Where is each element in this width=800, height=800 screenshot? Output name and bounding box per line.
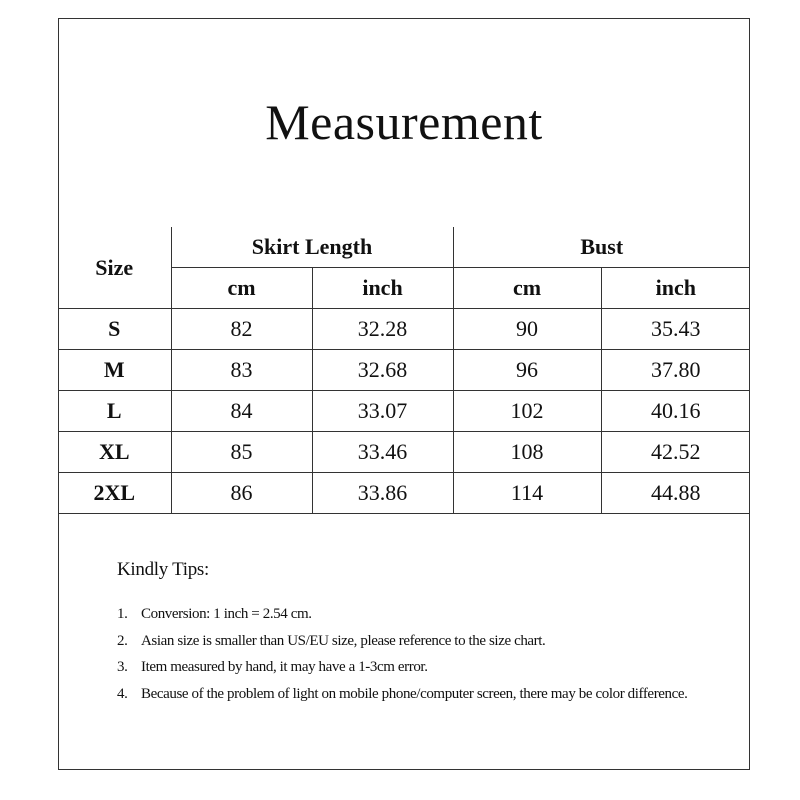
list-item <box>117 681 717 708</box>
list-item <box>117 654 717 681</box>
bust-inch-cell: 44.88 <box>601 473 750 514</box>
size-cell: M <box>58 350 171 391</box>
bust-inch-cell: 42.52 <box>601 432 750 473</box>
tip-number: 3. <box>117 659 128 675</box>
tip-text: Because of the problem of light on mobile phone/computer screen, there may be color difference. <box>141 685 688 702</box>
tip-number: 1. <box>117 606 128 622</box>
size-cell: L <box>58 391 171 432</box>
tip-text: Conversion: 1 inch = 2.54 cm. <box>141 606 312 622</box>
measurement-card <box>58 18 750 770</box>
table-row <box>58 473 750 514</box>
tip-text: Asian size is smaller than US/EU size, please reference to the size chart. <box>141 632 546 649</box>
bust-cm-cell: 96 <box>453 350 601 391</box>
skirt-inch-header: inch <box>312 268 453 309</box>
size-column-header: Size <box>58 227 171 309</box>
bust-inch-cell: 37.80 <box>601 350 750 391</box>
bust-inch-cell: 40.16 <box>601 391 750 432</box>
tip-number: 4. <box>117 685 128 702</box>
list-item <box>117 601 717 628</box>
bust-header: Bust <box>453 227 750 268</box>
skirt-inch-cell: 32.28 <box>312 309 453 350</box>
kindly-tips <box>117 559 717 707</box>
bust-cm-cell: 108 <box>453 432 601 473</box>
skirt-inch-cell: 33.46 <box>312 432 453 473</box>
bust-inch-cell: 35.43 <box>601 309 750 350</box>
bust-inch-header: inch <box>601 268 750 309</box>
skirt-cm-header: cm <box>171 268 312 309</box>
skirt-inch-cell: 33.86 <box>312 473 453 514</box>
table-row <box>58 391 750 432</box>
table-group-header-row <box>58 227 750 268</box>
tip-number: 2. <box>117 632 128 649</box>
table-row <box>58 309 750 350</box>
bust-cm-cell: 114 <box>453 473 601 514</box>
bust-cm-cell: 102 <box>453 391 601 432</box>
skirt-length-header: Skirt Length <box>171 227 453 268</box>
skirt-inch-cell: 33.07 <box>312 391 453 432</box>
tip-text: Item measured by hand, it may have a 1-3cm error. <box>141 659 428 675</box>
skirt-cm-cell: 86 <box>171 473 312 514</box>
size-table <box>58 227 750 514</box>
tips-list <box>117 601 717 707</box>
tips-heading: Kindly Tips: <box>117 559 209 580</box>
bust-cm-header: cm <box>453 268 601 309</box>
size-cell: XL <box>58 432 171 473</box>
page-title: Measurement <box>265 93 543 150</box>
table-row <box>58 350 750 391</box>
bust-cm-cell: 90 <box>453 309 601 350</box>
title-area <box>59 19 749 228</box>
skirt-cm-cell: 83 <box>171 350 312 391</box>
skirt-inch-cell: 32.68 <box>312 350 453 391</box>
size-cell: S <box>58 309 171 350</box>
skirt-cm-cell: 82 <box>171 309 312 350</box>
skirt-cm-cell: 84 <box>171 391 312 432</box>
skirt-cm-cell: 85 <box>171 432 312 473</box>
table-row <box>58 432 750 473</box>
size-cell: 2XL <box>58 473 171 514</box>
list-item <box>117 628 717 655</box>
